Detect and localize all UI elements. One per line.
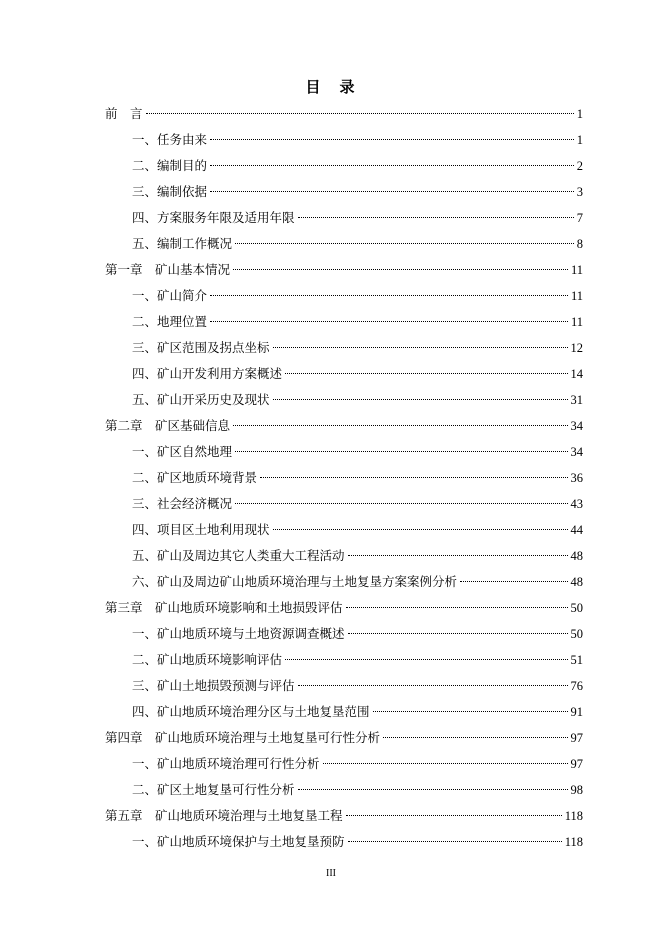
toc-entry-label: 六、矿山及周边矿山地质环境治理与土地复垦方案案例分析 bbox=[132, 574, 458, 589]
toc-entry-page-number: 34 bbox=[570, 419, 583, 433]
toc-entry[interactable] bbox=[105, 831, 583, 857]
toc-entry[interactable] bbox=[105, 181, 583, 207]
toc-entry-page-number: 118 bbox=[564, 835, 583, 849]
toc-entry-label: 五、矿山开采历史及现状 bbox=[132, 392, 270, 407]
toc-dot-leader bbox=[146, 113, 574, 114]
toc-dot-leader bbox=[233, 269, 568, 270]
toc-entry-page-number: 76 bbox=[570, 679, 583, 693]
toc-entry-label: 一、矿山地质环境保护与土地复垦预防 bbox=[132, 834, 345, 849]
toc-entry[interactable] bbox=[105, 649, 583, 675]
page-number-footer: III bbox=[326, 868, 336, 879]
toc-entry-label: 三、矿山土地损毁预测与评估 bbox=[132, 678, 295, 693]
toc-entry[interactable] bbox=[105, 805, 583, 831]
toc-entry-page-number: 1 bbox=[576, 133, 583, 147]
toc-entry-label: 五、编制工作概况 bbox=[132, 236, 233, 251]
toc-entry-label: 第一章 矿山基本情况 bbox=[105, 262, 231, 277]
toc-entry-page-number: 44 bbox=[570, 523, 583, 537]
toc-entry[interactable] bbox=[105, 311, 583, 337]
toc-entry-page-number: 31 bbox=[570, 393, 583, 407]
toc-entry[interactable] bbox=[105, 597, 583, 623]
toc-entry-page-number: 7 bbox=[576, 211, 583, 225]
toc-entry-page-number: 48 bbox=[570, 549, 583, 563]
toc-dot-leader bbox=[235, 451, 567, 452]
toc-entry-page-number: 91 bbox=[570, 705, 583, 719]
toc-dot-leader bbox=[233, 425, 567, 426]
toc-entry-page-number: 12 bbox=[570, 341, 583, 355]
toc-entry[interactable] bbox=[105, 545, 583, 571]
toc-entry[interactable] bbox=[105, 337, 583, 363]
toc-entry[interactable] bbox=[105, 779, 583, 805]
toc-entry-page-number: 11 bbox=[570, 289, 583, 303]
toc-entry[interactable] bbox=[105, 727, 583, 753]
toc-entry[interactable] bbox=[105, 285, 583, 311]
toc-entry-label: 一、矿山简介 bbox=[132, 288, 208, 303]
toc-entry-label: 四、项目区土地利用现状 bbox=[132, 522, 270, 537]
toc-entry-label: 第五章 矿山地质环境治理与土地复垦工程 bbox=[105, 808, 343, 823]
toc-dot-leader bbox=[210, 295, 568, 296]
toc-entry[interactable] bbox=[105, 363, 583, 389]
toc-entry[interactable] bbox=[105, 753, 583, 779]
toc-entry-page-number: 2 bbox=[576, 159, 583, 173]
toc-entry-page-number: 50 bbox=[570, 601, 583, 615]
toc-entry-label: 四、矿山地质环境治理分区与土地复垦范围 bbox=[132, 704, 370, 719]
toc-entry-page-number: 118 bbox=[564, 809, 583, 823]
toc-entry-label: 二、地理位置 bbox=[132, 314, 208, 329]
table-of-contents bbox=[105, 103, 583, 857]
toc-dot-leader bbox=[323, 763, 568, 764]
toc-entry-page-number: 97 bbox=[570, 757, 583, 771]
toc-entry-page-number: 97 bbox=[570, 731, 583, 745]
toc-entry[interactable] bbox=[105, 675, 583, 701]
toc-entry-label: 前 言 bbox=[105, 106, 143, 121]
toc-entry[interactable] bbox=[105, 493, 583, 519]
toc-dot-leader bbox=[210, 321, 568, 322]
toc-entry-label: 一、任务由来 bbox=[132, 132, 208, 147]
toc-entry[interactable] bbox=[105, 129, 583, 155]
toc-entry-page-number: 98 bbox=[570, 783, 583, 797]
toc-entry[interactable] bbox=[105, 623, 583, 649]
toc-entry-page-number: 34 bbox=[570, 445, 583, 459]
toc-dot-leader bbox=[346, 607, 568, 608]
toc-entry-label: 三、社会经济概况 bbox=[132, 496, 233, 511]
toc-entry[interactable] bbox=[105, 441, 583, 467]
toc-entry-label: 二、矿山地质环境影响评估 bbox=[132, 652, 283, 667]
toc-dot-leader bbox=[348, 555, 568, 556]
toc-title: 目 录 bbox=[305, 78, 357, 96]
toc-dot-leader bbox=[298, 789, 568, 790]
toc-entry-page-number: 50 bbox=[570, 627, 583, 641]
toc-entry-label: 一、矿山地质环境治理可行性分析 bbox=[132, 756, 320, 771]
toc-entry-page-number: 3 bbox=[576, 185, 583, 199]
toc-entry-label: 二、矿区土地复垦可行性分析 bbox=[132, 782, 295, 797]
toc-entry-page-number: 11 bbox=[570, 315, 583, 329]
toc-entry-label: 第四章 矿山地质环境治理与土地复垦可行性分析 bbox=[105, 730, 381, 745]
toc-dot-leader bbox=[235, 503, 567, 504]
toc-entry-page-number: 36 bbox=[570, 471, 583, 485]
toc-dot-leader bbox=[298, 217, 574, 218]
toc-entry-page-number: 11 bbox=[570, 263, 583, 277]
toc-dot-leader bbox=[273, 399, 568, 400]
toc-entry[interactable] bbox=[105, 415, 583, 441]
toc-dot-leader bbox=[210, 191, 574, 192]
toc-entry-label: 第二章 矿区基础信息 bbox=[105, 418, 231, 433]
toc-entry-label: 第三章 矿山地质环境影响和土地损毁评估 bbox=[105, 600, 343, 615]
toc-dot-leader bbox=[346, 815, 562, 816]
toc-entry[interactable] bbox=[105, 207, 583, 233]
toc-entry[interactable] bbox=[105, 259, 583, 285]
toc-dot-leader bbox=[348, 633, 568, 634]
toc-dot-leader bbox=[210, 165, 574, 166]
toc-dot-leader bbox=[260, 477, 567, 478]
toc-entry[interactable] bbox=[105, 155, 583, 181]
toc-entry-label: 一、矿山地质环境与土地资源调查概述 bbox=[132, 626, 345, 641]
toc-entry[interactable] bbox=[105, 233, 583, 259]
toc-dot-leader bbox=[298, 685, 568, 686]
toc-entry[interactable] bbox=[105, 571, 583, 597]
toc-entry-page-number: 43 bbox=[570, 497, 583, 511]
toc-entry[interactable] bbox=[105, 467, 583, 493]
toc-entry[interactable] bbox=[105, 103, 583, 129]
toc-entry[interactable] bbox=[105, 519, 583, 545]
toc-dot-leader bbox=[383, 737, 567, 738]
toc-dot-leader bbox=[373, 711, 568, 712]
toc-entry[interactable] bbox=[105, 389, 583, 415]
toc-dot-leader bbox=[273, 347, 568, 348]
toc-dot-leader bbox=[273, 529, 568, 530]
toc-entry-page-number: 8 bbox=[576, 237, 583, 251]
toc-entry-page-number: 48 bbox=[570, 575, 583, 589]
toc-entry-label: 三、矿区范围及拐点坐标 bbox=[132, 340, 270, 355]
toc-entry-label: 一、矿区自然地理 bbox=[132, 444, 233, 459]
toc-entry-page-number: 1 bbox=[576, 107, 583, 121]
toc-dot-leader bbox=[235, 243, 574, 244]
toc-entry[interactable] bbox=[105, 701, 583, 727]
toc-entry-label: 二、编制目的 bbox=[132, 158, 208, 173]
toc-entry-page-number: 51 bbox=[570, 653, 583, 667]
toc-entry-label: 三、编制依据 bbox=[132, 184, 208, 199]
toc-entry-label: 四、方案服务年限及适用年限 bbox=[132, 210, 295, 225]
toc-entry-label: 五、矿山及周边其它人类重大工程活动 bbox=[132, 548, 345, 563]
toc-entry-label: 四、矿山开发利用方案概述 bbox=[132, 366, 283, 381]
toc-dot-leader bbox=[285, 373, 567, 374]
toc-entry-label: 二、矿区地质环境背景 bbox=[132, 470, 258, 485]
toc-dot-leader bbox=[285, 659, 567, 660]
toc-dot-leader bbox=[348, 841, 562, 842]
toc-entry-page-number: 14 bbox=[570, 367, 583, 381]
toc-dot-leader bbox=[210, 139, 574, 140]
toc-dot-leader bbox=[460, 581, 567, 582]
